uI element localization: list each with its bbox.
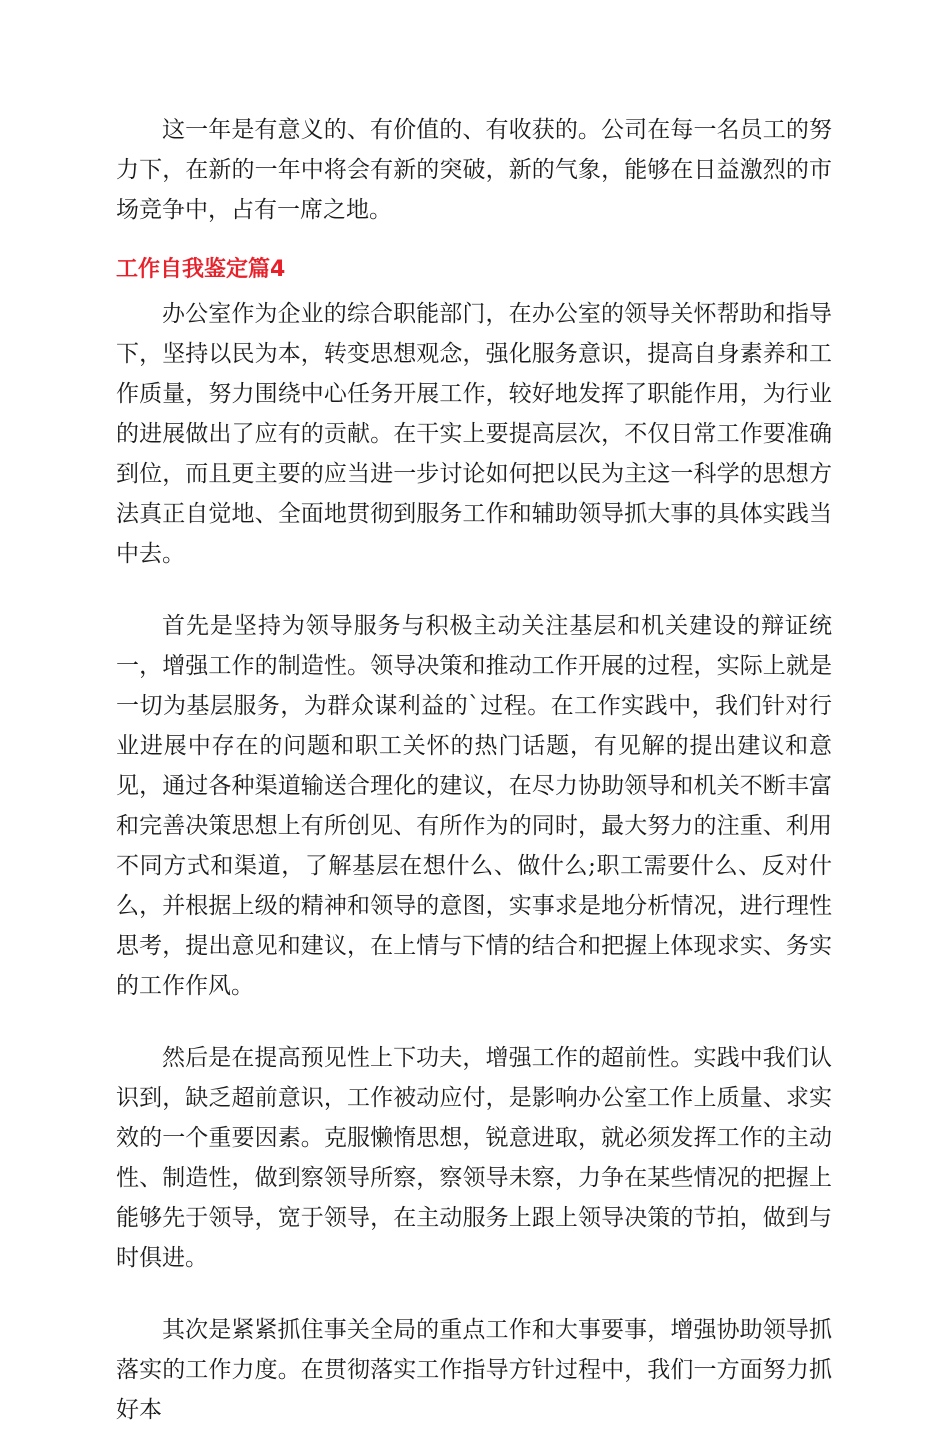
document-page [116, 110, 832, 1430]
section-heading: 工作自我鉴定篇4 [116, 257, 286, 282]
body-paragraph-1: 办公室作为企业的综合职能部门，在办公室的领导关怀帮助和指导下，坚持以民为本，转变思想观念，强化服务意识，提高自身素养和工作质量，努力围绕中心任务开展工作，较好地发挥了职能作用，为行业的进展做出了应有的贡献。在干实上要提高层次，不仅日常工作要准确到位，而且更主要的应当进一步讨论如何把以民为主这一科学的思想方法真正自觉地、全面地贯彻到服务工作和辅助领导抓大事的具体实践当中去。 [116, 301, 832, 567]
body-paragraph-3: 然后是在提高预见性上下功夫，增强工作的超前性。实践中我们认识到，缺乏超前意识，工作被动应付，是影响办公室工作上质量、求实效的一个重要因素。克服懒惰思想，锐意进取，就必须发挥工作的主动性、制造性，做到察领导所察，察领导未察，力争在某些情况的把握上能够先于领导，宽于领导，在主动服务上跟上领导决策的节拍，做到与时俱进。 [116, 1045, 832, 1271]
body-paragraph-2: 首先是坚持为领导服务与积极主动关注基层和机关建设的辩证统一，增强工作的制造性。领导决策和推动工作开展的过程，实际上就是一切为基层服务，为群众谋利益的`过程。在工作实践中，我们针对行业进展中存在的问题和职工关怀的热门话题，有见解的提出建议和意见，通过各种渠道输送合理化的建议，在尽力协助领导和机关不断丰富和完善决策思想上有所创见、有所作为的同时，最大努力的注重、利用不同方式和渠道，了解基层在想什么、做什么;职工需要什么、反对什么，并根据上级的精神和领导的意图，实事求是地分析情况，进行理性思考，提出意见和建议，在上情与下情的结合和把握上体现求实、务实的工作作风。 [116, 613, 832, 999]
body-paragraph-4: 其次是紧紧抓住事关全局的重点工作和大事要事，增强协助领导抓落实的工作力度。在贯彻落实工作指导方针过程中，我们一方面努力抓好本 [116, 1317, 832, 1423]
intro-paragraph: 这一年是有意义的、有价值的、有收获的。公司在每一名员工的努力下，在新的一年中将会有新的突破，新的气象，能够在日益激烈的市场竞争中，占有一席之地。 [116, 117, 832, 223]
